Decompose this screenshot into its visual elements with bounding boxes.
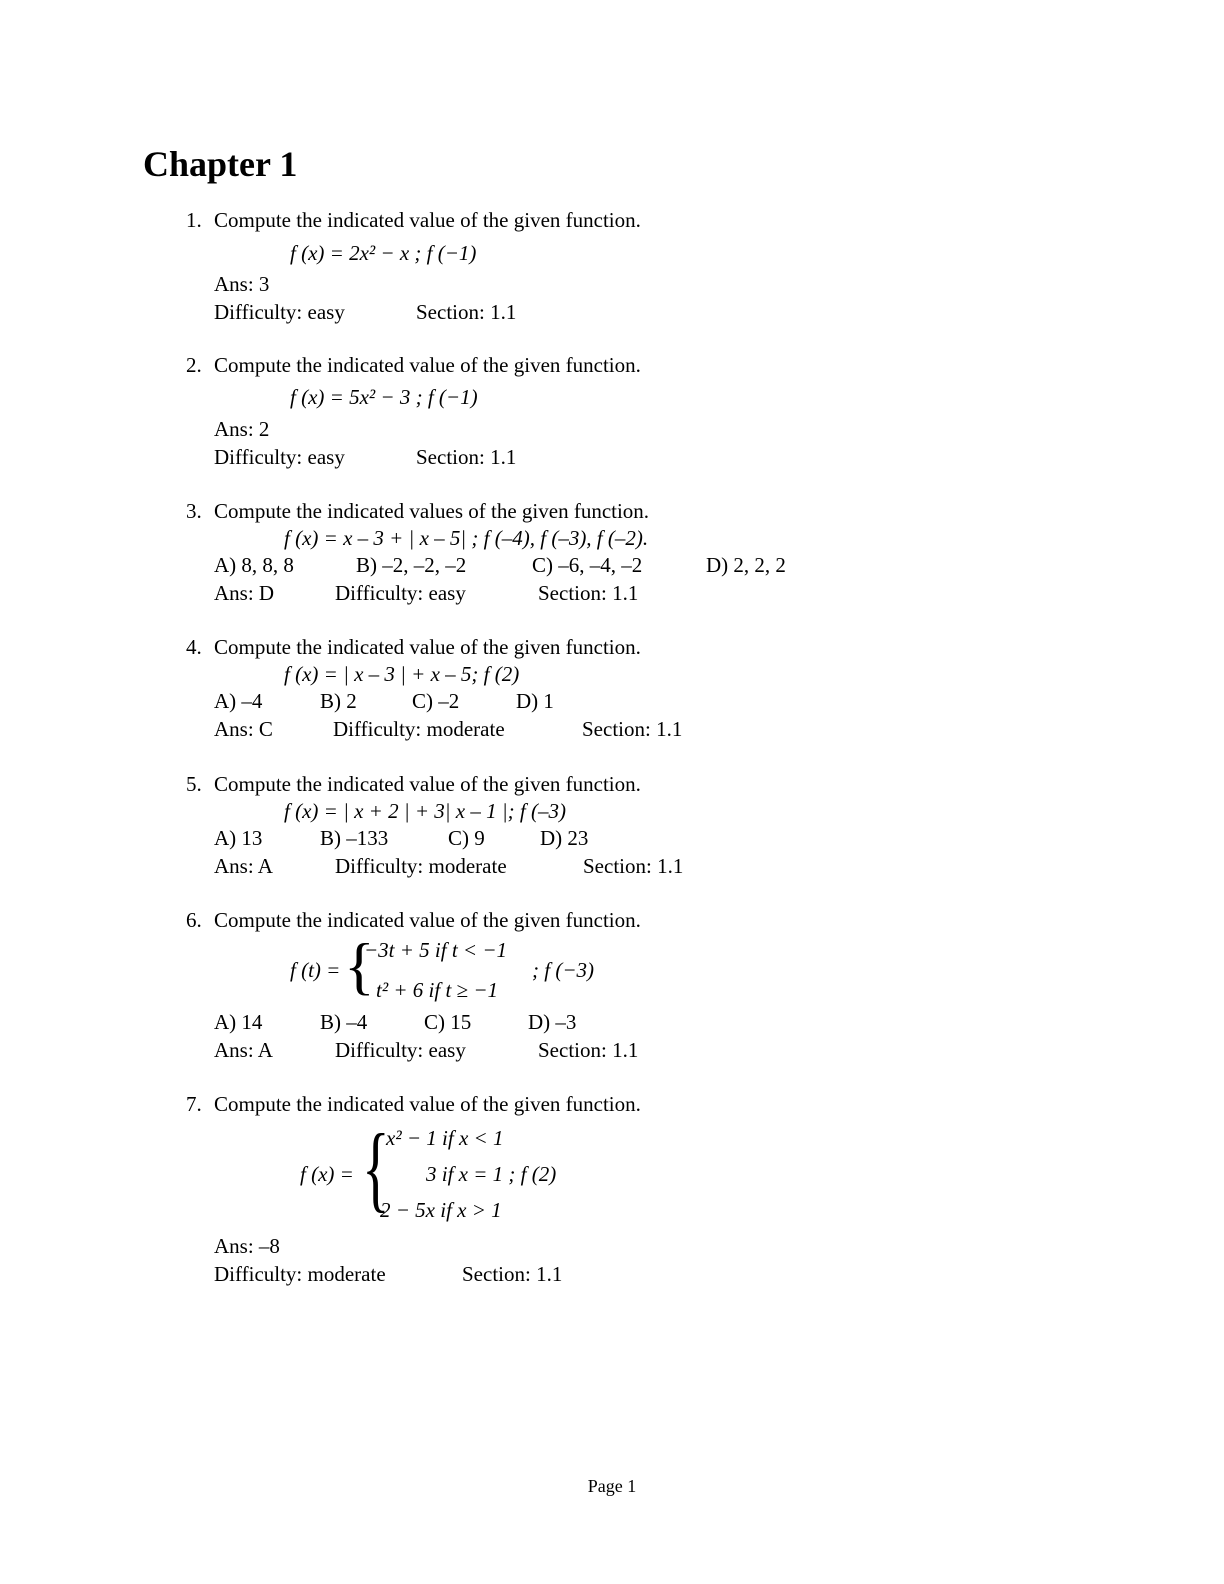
difficulty: Difficulty: moderate [214,1262,386,1286]
choice-c: C) –6, –4, –2 [532,553,643,577]
question-formula: f (x) = | x + 2 | + 3| x – 1 |; f (–3) [284,799,566,823]
difficulty: Difficulty: easy [214,300,345,324]
difficulty: Difficulty: easy [335,1038,466,1062]
piecewise-case-2: t² + 6 if t ≥ −1 [376,978,499,1002]
left-brace-icon: { [344,930,375,1001]
difficulty: Difficulty: easy [214,445,345,469]
question-number: 5. [186,772,202,796]
section: Section: 1.1 [538,581,639,605]
choice-c: C) 15 [424,1010,472,1034]
question-number: 2. [186,353,202,377]
question-formula: f (x) = 5x² − 3 ; f (−1) [290,385,478,409]
question-formula: f (x) = x – 3 + | x – 5| ; f (–4), f (–3), f (–2). [284,526,649,550]
difficulty: Difficulty: moderate [333,717,505,741]
answer: Ans: A [214,1038,273,1062]
section: Section: 1.1 [583,854,684,878]
choice-b: B) –133 [320,826,389,850]
piecewise-case-2: 3 if x = 1 ; f (2) [426,1162,557,1186]
answer: Ans: C [214,717,273,741]
choice-a: A) –4 [214,689,263,713]
answer: Ans: –8 [214,1234,280,1258]
section: Section: 1.1 [462,1262,563,1286]
answer: Ans: 3 [214,272,270,296]
piecewise-lhs: f (t) = [290,958,341,982]
section: Section: 1.1 [416,445,517,469]
question-number: 6. [186,908,202,932]
difficulty: Difficulty: moderate [335,854,507,878]
page-number: Page 1 [587,1476,637,1496]
left-brace-icon: { [362,1114,390,1221]
piecewise-rhs: ; f (−3) [532,958,594,982]
choice-b: B) –2, –2, –2 [356,553,467,577]
question-prompt: Compute the indicated value of the given function. [214,635,641,659]
choice-c: C) 9 [448,826,485,850]
question-prompt: Compute the indicated value of the given function. [214,772,641,796]
question-number: 1. [186,208,202,232]
difficulty: Difficulty: easy [335,581,466,605]
question-number: 3. [186,499,202,523]
answer: Ans: A [214,854,273,878]
choice-d: D) 2, 2, 2 [706,553,786,577]
choice-d: D) 23 [540,826,589,850]
question-prompt: Compute the indicated value of the given function. [214,908,641,932]
choice-d: D) 1 [516,689,554,713]
choice-c: C) –2 [412,689,460,713]
choice-a: A) 13 [214,826,263,850]
question-prompt: Compute the indicated values of the given function. [214,499,650,523]
question-formula: f (x) = | x – 3 | + x – 5; f (2) [284,662,520,686]
piecewise-case-1: −3t + 5 if t < −1 [364,938,508,962]
choice-a: A) 8, 8, 8 [214,553,294,577]
piecewise-lhs: f (x) = [300,1162,354,1186]
question-number: 4. [186,635,202,659]
section: Section: 1.1 [582,717,683,741]
question-number: 7. [186,1092,202,1116]
answer: Ans: 2 [214,417,270,441]
question-formula: f (x) = 2x² − x ; f (−1) [290,241,477,265]
choice-a: A) 14 [214,1010,263,1034]
section: Section: 1.1 [538,1038,639,1062]
choice-b: B) –4 [320,1010,368,1034]
chapter-title: Chapter 1 [143,144,298,184]
question-prompt: Compute the indicated value of the given function. [214,353,641,377]
choice-d: D) –3 [528,1010,577,1034]
section: Section: 1.1 [416,300,517,324]
question-prompt: Compute the indicated value of the given function. [214,1092,641,1116]
piecewise-case-1: x² − 1 if x < 1 [386,1126,504,1150]
question-prompt: Compute the indicated value of the given function. [214,208,641,232]
answer: Ans: D [214,581,275,605]
choice-b: B) 2 [320,689,357,713]
piecewise-case-3: 2 − 5x if x > 1 [380,1198,502,1222]
